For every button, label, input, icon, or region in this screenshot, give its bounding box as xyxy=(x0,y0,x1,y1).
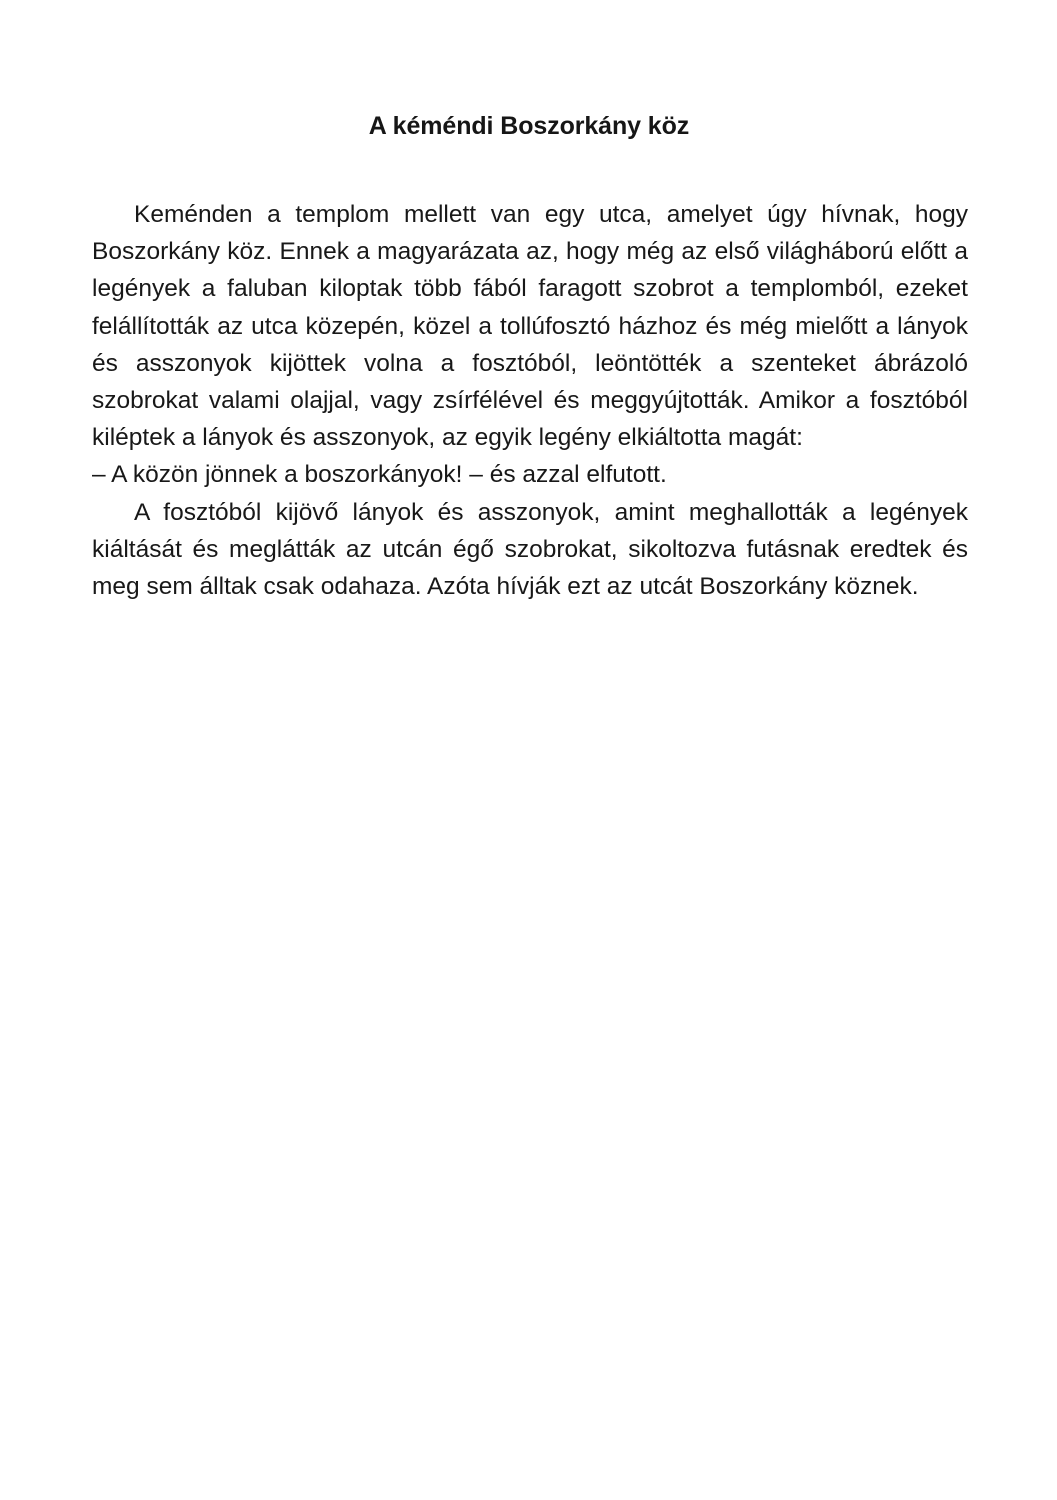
page-title: A kéméndi Boszorkány köz xyxy=(368,111,690,140)
paragraph-3: A fosztóból kijövő lányok és asszonyok, amint meghallották a legények kiáltását és meglátták az utcán égő szobrokat, sikoltozva futásnak eredtek és meg sem álltak csak odahaza. Azóta hívják ezt az utcát Boszorkány köznek. xyxy=(92,498,968,601)
document-body xyxy=(92,196,968,605)
paragraph-2-dialogue: – A közön jönnek a boszorkányok! – és azzal elfutott. xyxy=(92,461,667,489)
paragraph-1: Keménden a templom mellett van egy utca, amelyet úgy hívnak, hogy Boszorkány köz. Ennek a magyarázata az, hogy még az első világháború előtt a legények a faluban kiloptak több fából faragott szobrot a templomból, ezeket felállították az utca közepén, közel a tollúfosztó házhoz és még mielőtt a lányok és asszonyok kijöttek volna a fosztóból, leöntötték a szenteket ábrázoló szobrokat valami olajjal, vagy zsírfélével és meggyújtották. Amikor a fosztóból kiléptek a lányok és asszonyok, az egyik legény elkiáltotta magát: xyxy=(92,201,968,452)
